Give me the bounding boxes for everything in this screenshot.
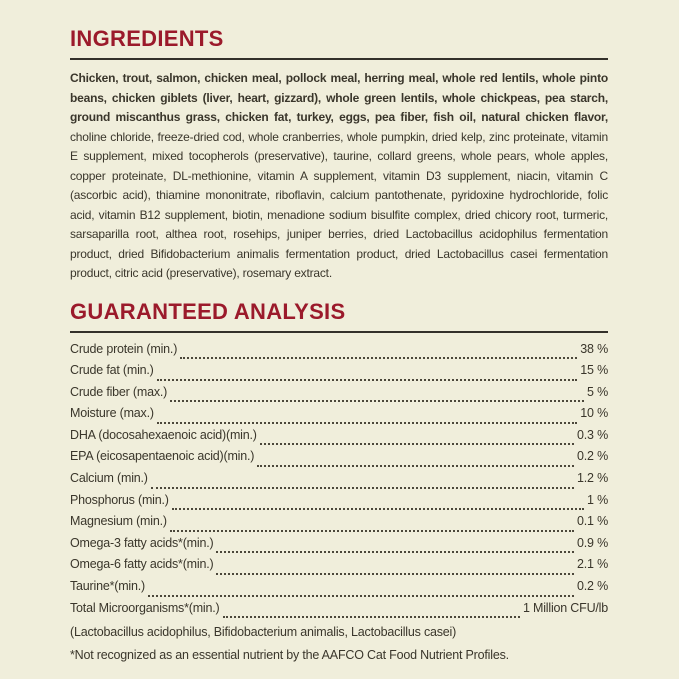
analysis-row [70,536,608,558]
analysis-row-label: Magnesium (min.) [70,514,167,529]
guaranteed-analysis-title: GUARANTEED ANALYSIS [70,298,346,324]
analysis-row [70,449,608,471]
analysis-row-label: Moisture (max.) [70,406,154,421]
ingredients-title: INGREDIENTS [70,26,224,51]
analysis-row-label: Crude fiber (max.) [70,384,168,399]
dotted-leader [157,379,578,381]
analysis-row [70,428,608,450]
analysis-row-label: Omega-6 fatty acids*(min.) [70,557,214,572]
analysis-row [70,557,608,579]
analysis-row-value: 5 % [587,384,608,399]
dotted-leader [260,443,574,445]
analysis-row [70,342,608,364]
analysis-row [70,579,608,601]
dotted-leader [257,465,574,467]
analysis-row [70,363,608,385]
analysis-row-value: 1.2 % [577,471,608,486]
analysis-row [70,385,608,407]
guaranteed-analysis-title-rule [70,331,608,333]
analysis-row-label: Calcium (min.) [70,471,148,486]
ingredients-paragraph [70,69,608,284]
dotted-leader [148,595,574,597]
dotted-leader [216,551,574,553]
analysis-row [70,601,608,623]
analysis-row-value: 0.9 % [577,535,608,550]
analysis-row-value: 0.1 % [577,514,608,529]
microorganisms-detail: (Lactobacillus acidophilus, Bifidobacterium animalis, Lactobacillus casei) [70,625,457,640]
analysis-row-value: 2.1 % [577,557,608,572]
analysis-row-value: 38 % [580,341,608,356]
dotted-leader [172,508,584,510]
analysis-row-label: Taurine*(min.) [70,579,146,594]
dotted-leader [216,573,574,575]
dotted-leader [157,422,577,424]
dotted-leader [223,616,520,618]
analysis-row-value: 0.3 % [577,427,608,442]
analysis-row-label: Crude fat (min.) [70,363,154,378]
analysis-row-value: 1 % [587,492,608,507]
ingredients-title-rule [70,58,608,60]
analysis-row-value: 15 % [580,363,608,378]
analysis-row-label: Total Microorganisms*(min.) [70,600,220,615]
dotted-leader [170,530,574,532]
analysis-row-value: 0.2 % [577,449,608,464]
analysis-row-label: EPA (eicosapentaenoic acid)(min.) [70,449,255,464]
guaranteed-analysis-table [70,342,608,623]
dotted-leader [151,487,574,489]
ingredients-primary-list: Chicken, trout, salmon, chicken meal, pollock meal, herring meal, whole red lentils, whole pinto beans, chicken giblets (liver, heart, gizzard), whole green lentils, whole chickpeas, pea starch, ground miscanthus grass, chicken fat, turkey, eggs, pea fiber, fish oil, natural chicken flavor, [70,71,608,124]
analysis-row-label: Phosphorus (min.) [70,492,169,507]
aafco-footnote: *Not recognized as an essential nutrient by the AAFCO Cat Food Nutrient Profiles. [70,647,509,662]
analysis-row-value: 10 % [580,406,608,421]
analysis-row [70,493,608,515]
ingredients-secondary-list: choline chloride, freeze-dried cod, whole cranberries, whole pumpkin, dried kelp, zinc proteinate, vitamin E supplement, mixed tocopherols (preservative), taurine, collard greens, whole pears, whole apples, copper proteinate, DL-methionine, vitamin A supplement, vitamin D3 supplement, niacin, vitamin C (ascorbic acid), thiamine mononitrate, riboflavin, calcium pantothenate, pyridoxine hydrochloride, folic acid, vitamin B12 supplement, biotin, menadione sodium bisulfite complex, dried chicory root, turmeric, sarsaparilla root, althea root, rosehips, juniper berries, dried Lactobacillus acidophilus fermentation product, dried Bifidobacterium animalis fermentation product, dried Lactobacillus casei fermentation product, citric acid (preservative), rosemary extract. [70,129,608,280]
analysis-row [70,471,608,493]
dotted-leader [180,357,577,359]
analysis-row [70,406,608,428]
dotted-leader [170,400,584,402]
analysis-row-label: DHA (docosahexaenoic acid)(min.) [70,427,257,442]
analysis-row-label: Crude protein (min.) [70,341,178,356]
analysis-row-value: 0.2 % [577,579,608,594]
analysis-row [70,514,608,536]
analysis-row-label: Omega-3 fatty acids*(min.) [70,535,214,550]
analysis-row-value: 1 Million CFU/lb [522,600,608,615]
